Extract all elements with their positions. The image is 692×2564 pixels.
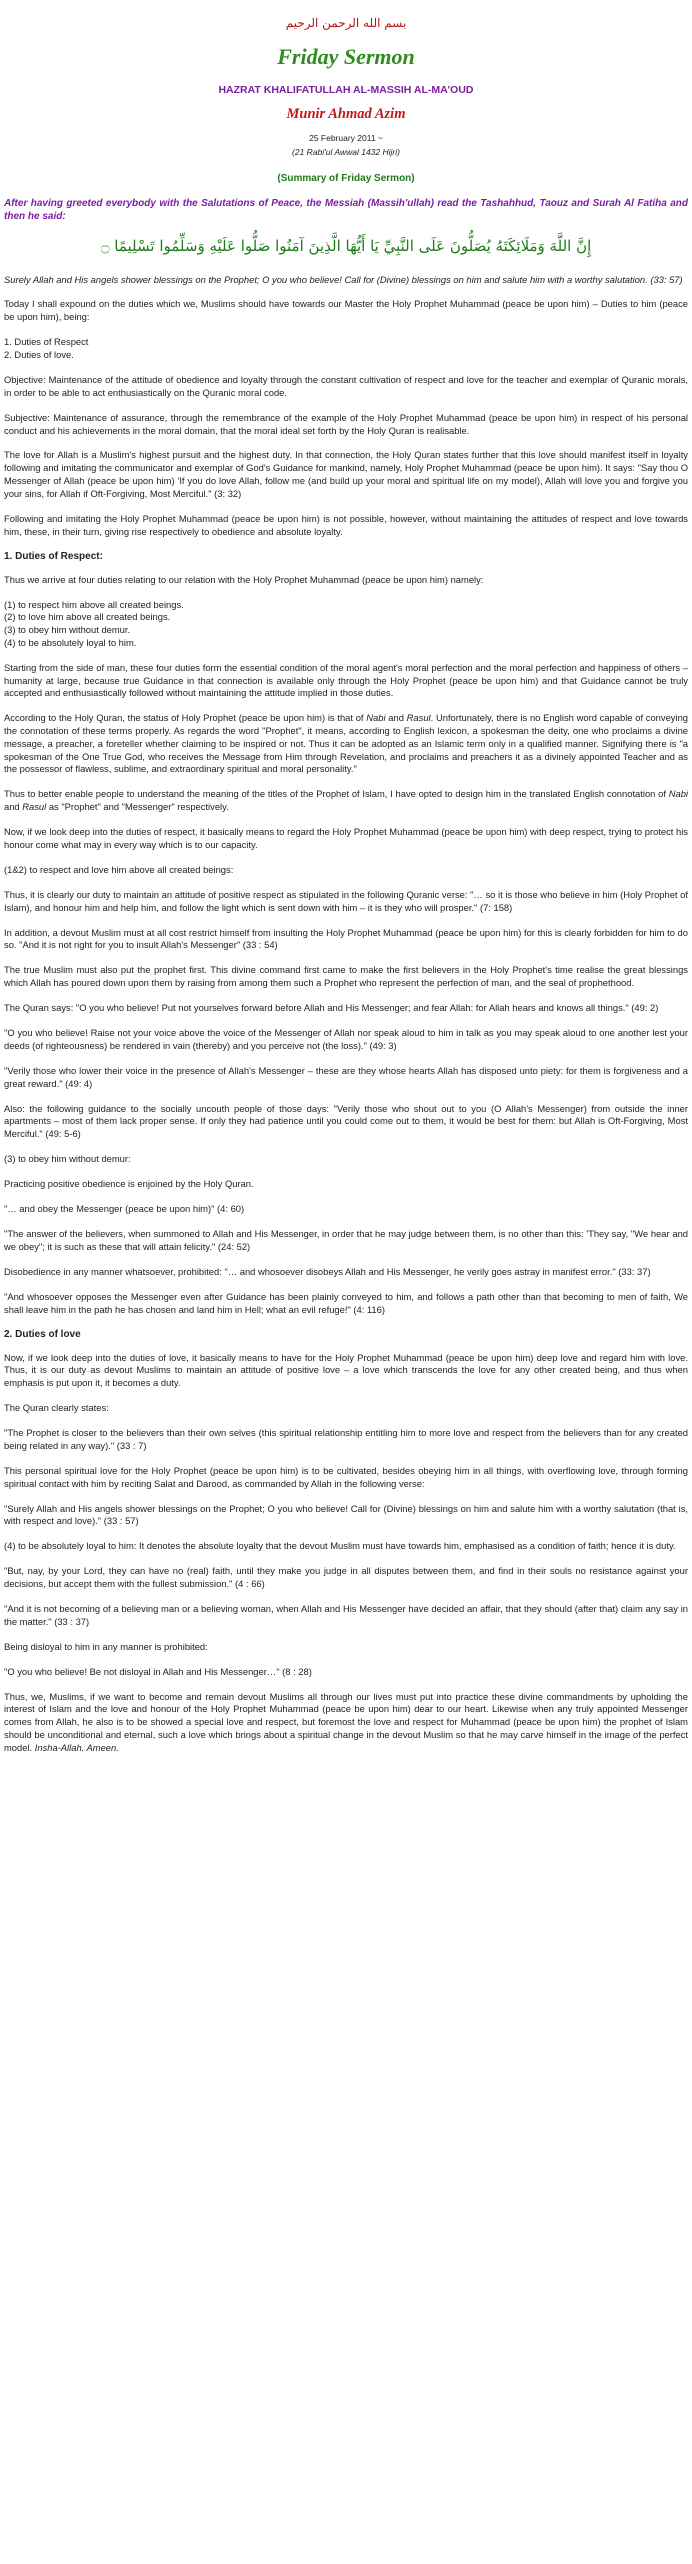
arabic-verse: إِنَّ اللَّهَ وَمَلَائِكَتَهُ يُصَلُّونَ عَلَى النَّبِيِّ يَا أَيُّهَا الَّذِينَ آمَنُوا صَلُّوا عَلَيْهِ وَسَلِّمُوا تَسْلِيمًا ۝ <box>100 237 592 255</box>
verse-translation: Surely Allah and His angels shower blessings on the Prophet; O you who believe! Call for (Divine) blessings on him and salute him with a worthy salutation. (33: 57) <box>4 273 683 285</box>
paragraph: The Quran says: "O you who believe! Put not yourselves forward before Allah and His Messenger; and fear Allah: for Allah hears and knows all things." (49: 2) <box>4 1002 659 1014</box>
text-run: Thus to better enable people to understand the meaning of the titles of the Prophet of Islam, I have opted to design him in the translated English connotation of <box>4 788 669 800</box>
list-item: 2. Duties of love. <box>4 349 74 360</box>
paragraph: Disobedience in any manner whatsoever, prohibited: "… and whosoever disobeys Allah and His Messenger, he verily goes astray in manifest error." (33: 37) <box>4 1265 651 1277</box>
author-title: HAZRAT KHALIFATULLAH AL-MASSIH AL-MA'OUD <box>218 84 474 96</box>
paragraph: Thus, it is clearly our duty to maintain an attitude of positive respect as stipulated in the following Quranic verse: "… so it is those who believe in him (Holy Prophet of Islam), and honour him and help him, and follow the light which is sent down with him – it is they who will prosper." (7: 158) <box>4 888 688 913</box>
paragraph: "The answer of the believers, when summoned to Allah and His Messenger, in order that he may judge between them, is no other than this: 'They say, "We hear and we obey"; it is such as these that will attain felicity." (24: 52) <box>4 1228 688 1252</box>
paragraph: The Quran clearly states: <box>4 1402 109 1414</box>
text-run: . Unfortunately, there is no English word capable of conveying the connotation of these terms properly. As regards the word "Prophet", it means, according to English lexicon, a spokesman the deity, one who proclaims a divine message, a preacher, a foreteller whether claiming to be inspired or not. Thus it can be adopted as an Islamic term only in a qualified manner. Signifying there is "a spokesman of the One True God, who receives the Message from Him through Revelation, and proclaims and preachers it as a divinely appointed Teacher and as the possessor of flawless, sublime, and extraordinary spiritual and moral personality." <box>4 712 688 775</box>
paragraph: In addition, a devout Muslim must at all cost restrict himself from insulting the Holy Prophet Muhammad (peace be upon him) for this is clearly forbidden for him to do so. "And it is not right for you to insult Allah's Messenger" (33 : 54) <box>4 926 688 951</box>
four-duties-list <box>4 599 688 650</box>
paragraph: "The Prophet is closer to the believers than their own selves (this spiritual relationship entitling him to more love and respect from the believers than for any created being related in any way)." (33 : 7) <box>4 1427 688 1451</box>
page-title: Friday Sermon <box>277 44 415 69</box>
text-run: According to the Holy Quran, the status of Holy Prophet (peace be upon him) is that of <box>4 712 367 724</box>
paragraph: Practicing positive obedience is enjoined by the Holy Quran. <box>4 1178 254 1190</box>
term-rasul: Rasul <box>22 801 47 813</box>
paragraph: "O you who believe! Be not disloyal in Allah and His Messenger…" (8 : 28) <box>4 1665 312 1677</box>
closing-prayer: Insha-Allah. Ameen. <box>34 1741 119 1753</box>
hijri-date: (21 Rabi'ul Awwal 1432 Hijri) <box>292 147 400 157</box>
paragraph: "… and obey the Messenger (peace be upon him)" (4: 60) <box>4 1203 245 1215</box>
text-run: Thus, we, Muslims, if we want to become and remain devout Muslims all through our lives must put into practice these divine commandments by upholding the interest of Islam and the love and honour of the Holy Prophet Muhammad (peace be upon him) dear to our heart. Likewise when any truly appointed Messenger comes from Allah, he also is to be showed a special love and respect, but foremost the love and respect for Muhammad (peace be upon him) the prophet of Islam should be unconditional and eternal, such a love which brings about a spiritual change in the devout Muslim so that he may carve himself in the image of the perfect model. <box>4 1690 688 1753</box>
paragraph: (1&2) to respect and love him above all created beings: <box>4 863 234 875</box>
term-nabi: Nabi <box>668 788 688 800</box>
paragraph: Subjective: Maintenance of assurance, through the remembrance of the example of the Holy Prophet Muhammad (peace be upon him) in respect of his personal conduct and his achievements in the moral domain, that the moral ideal set forth by the Holy Quran is realisable. <box>4 411 688 436</box>
paragraph: Also: the following guidance to the socially uncouth people of those days: "Verily those who shout out to you (O Allah's Messenger) from outside the inner apartments – most of them lack proper sense. If only they had patience until you could come out to them, it would be best for them: but Allah is Oft-Forgiving, Most Merciful." (49: 5-6) <box>4 1102 688 1140</box>
paragraph: "Surely Allah and His angels shower blessings on the Prophet; O you who believe! Call for (Divine) blessings on him and salute him with a worthy salutation (that is, with respect and love)." (33 : 57) <box>4 1502 688 1527</box>
paragraph: Starting from the side of man, these four duties form the essential condition of the moral agent's moral perfection and the moral perfection and happiness of others – humanity at large, because true Guidance in that connection is available only through the Holy Prophet (peace be upon him) and that Guidance cannot be truly accepted and enthusiastically followed without maintaining the attitude implied in those duties. <box>4 661 688 699</box>
paragraph: Now, if we look deep into the duties of respect, it basically means to regard the Holy Prophet Muhammad (peace be upon him) with deep respect, trying to protect his honour come what may in every way which is to our capacity. <box>4 826 688 850</box>
list-item: (4) to be absolutely loyal to him. <box>4 636 137 648</box>
list-item: (3) to obey him without demur. <box>4 624 131 636</box>
list-item: (1) to respect him above all created beings. <box>4 598 184 610</box>
closing-paragraph <box>4 1691 688 1755</box>
paragraph: Now, if we look deep into the duties of love, it basically means to have for the Holy Prophet Muhammad (peace be upon him) deep love and regard him with love. Thus, it is our duty as devout Muslims to maintain an attitude of positive love – a love which transcends the love for any other created being, and thus when emphasis is put upon it, it becomes a duty. <box>4 1351 688 1389</box>
paragraph: "And whosoever opposes the Messenger even after Guidance has been plainly conveyed to him, and follows a path other than that becoming to men of faith, We shall leave him in the path he has chosen and land him in Hell; what an evil refuge!" (4: 116) <box>4 1290 688 1315</box>
paragraph: "And it is not becoming of a believing man or a believing woman, when Allah and His Messenger have decided an affair, that they should (after that) claim any say in the matter." (33 : 37) <box>4 1603 688 1627</box>
paragraph: (3) to obey him without demur: <box>4 1153 131 1165</box>
paragraph: Following and imitating the Holy Prophet Muhammad (peace be upon him) is not possible, however, without maintaining the attitudes of respect and love towards him, these, in their turn, giving rise respectively to obedience and absolute loyalty. <box>4 512 688 537</box>
paragraph: The love for Allah is a Muslim's highest pursuit and the highest duty. In that connection, the Holy Quran states further that this love should manifest itself in loyalty following and imitating the communicator and exemplar of God's Guidance for mankind, namely, Holy Prophet Muhammad (peace be upon him). It says: "Say thou O Messenger of Allah (peace be upon him) 'If you do love Allah, follow me (and build up your moral and spiritual life on my model), Allah will love you and forgive you your sins, for Allah if Oft-Forgiving, Most Merciful." (3: 32) <box>4 449 688 499</box>
bismillah: بسم الله الرحمن الرحيم <box>285 16 407 30</box>
section-heading-respect: 1. Duties of Respect: <box>4 550 103 562</box>
section-heading-love: 2. Duties of love <box>4 1328 81 1340</box>
paragraph: "O you who believe! Raise not your voice above the voice of the Messenger of Allah nor speak aloud to him in talk as you may speak aloud to one another lest your deeds (of righteousness) be rendered in vain (thereby) and you perceive not (the loss)." (49: 3) <box>4 1027 688 1051</box>
paragraph: "But, nay, by your Lord, they can have no (real) faith, until they make you judge in all disputes between them, and find in their souls no resistance against your decisions, but accept them with the fullest submission." (4 : 66) <box>4 1565 688 1590</box>
paragraph: Objective: Maintenance of the attitude of obedience and loyalty through the constant cultivation of respect and love for the teacher and exemplar of Quranic morals, in order to be able to act enthusiastically on the Quranic moral code. <box>4 373 688 398</box>
list-item: (2) to love him above all created beings. <box>4 611 171 623</box>
paragraph: The true Muslim must also put the prophet first. This divine command first came to make the first believers in the Holy Prophet's time realise the great blessings which Allah has poured down upon them by raising from among them such a Prophet who represent the perfection of man, and the seal of prophethood. <box>4 964 688 989</box>
paragraph: "Verily those who lower their voice in the presence of Allah's Messenger – these are they whose hearts Allah has disposed unto piety: for them is forgiveness and a great reward." (49: 4) <box>4 1064 688 1089</box>
author-name: Munir Ahmad Azim <box>286 106 406 122</box>
summary-label: (Summary of Friday Sermon) <box>277 173 415 184</box>
text-run: as "Prophet" and "Messenger" respectively. <box>46 801 229 813</box>
term-nabi: Nabi <box>366 712 386 724</box>
sermon-date: 25 February 2011 ~ <box>309 133 383 143</box>
intro-text: After having greeted everybody with the Salutations of Peace, the Messiah (Massih'ullah) read the Tashahhud, Taouz and Surah Al Fatiha and then he said: <box>4 198 688 222</box>
paragraph <box>4 712 688 776</box>
paragraph <box>4 788 688 814</box>
text-run: and <box>4 801 23 813</box>
paragraph: This personal spiritual love for the Holy Prophet (peace be upon him) is to be cultivated, besides obeying him in all things, with overflowing love, through forming spiritual contact with him by reciting Salat and Darood, as commanded by Allah in the following verse: <box>4 1464 688 1489</box>
paragraph: Being disloyal to him in any manner is prohibited: <box>4 1640 208 1652</box>
duties-list <box>4 336 688 362</box>
paragraph: Today I shall expound on the duties which we, Muslims should have towards our Master the Holy Prophet Muhammad (peace be upon him) – Duties to him (peace be upon him), being: <box>4 298 688 323</box>
paragraph: (4) to be absolutely loyal to him: It denotes the absolute loyalty that the devout Muslim must have towards him, emphasised as a condition of faith; hence it is duty. <box>4 1540 676 1552</box>
text-run: and <box>385 712 407 724</box>
list-item: 1. Duties of Respect <box>4 336 89 348</box>
paragraph: Thus we arrive at four duties relating to our relation with the Holy Prophet Muhammad (peace be upon him) namely: <box>4 573 484 585</box>
term-rasul: Rasul <box>406 712 431 724</box>
